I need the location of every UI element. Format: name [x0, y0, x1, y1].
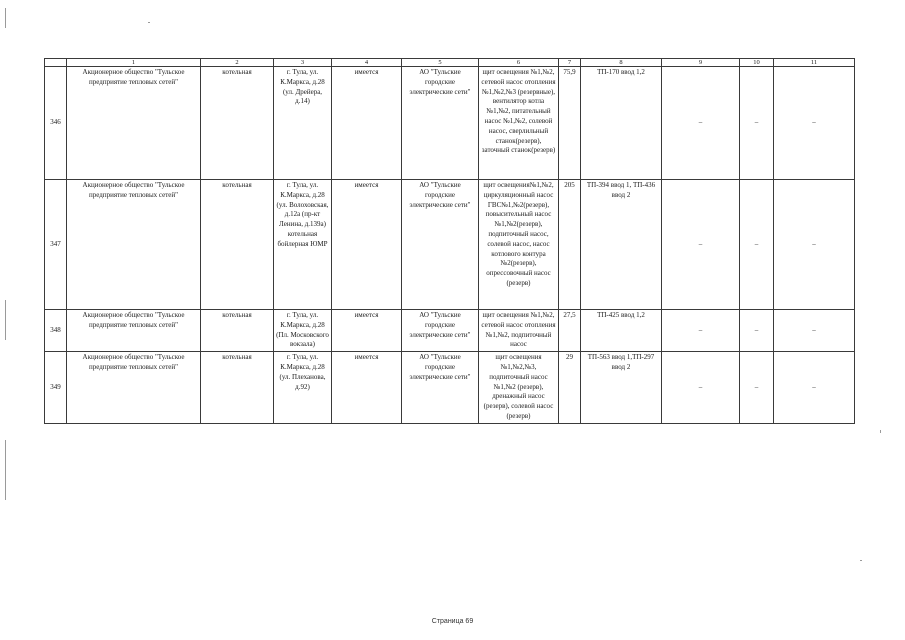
- substation-cell: ТП-563 ввод 1,ТП-297 ввод 2: [581, 352, 662, 424]
- substation-cell: ТП-394 ввод 1, ТП-436 ввод 2: [581, 180, 662, 310]
- col10-cell: –: [740, 67, 774, 180]
- table-row: [45, 180, 855, 310]
- status-cell: имеется: [332, 310, 402, 352]
- substation-cell: ТП-170 ввод 1,2: [581, 67, 662, 180]
- registry-table: [44, 58, 855, 424]
- equipment-cell: щит освещения №1,№2, сетевой насос отопления №1,№2, подпиточный насос: [479, 310, 559, 352]
- network-cell: АО "Тульские городские электрические сети": [402, 352, 479, 424]
- scan-artifact: [5, 440, 6, 500]
- column-number-cell: 3: [274, 59, 332, 67]
- address-cell: г. Тула, ул. К.Маркса, д.28 (Пл. Московского вокзала): [274, 310, 332, 352]
- col10-cell: –: [740, 180, 774, 310]
- col10-cell: –: [740, 352, 774, 424]
- column-number-cell: 10: [740, 59, 774, 67]
- object-type-cell: котельная: [201, 310, 274, 352]
- column-number-cell: 9: [662, 59, 740, 67]
- network-cell: АО "Тульские городские электрические сети": [402, 67, 479, 180]
- object-type-cell: котельная: [201, 180, 274, 310]
- status-cell: имеется: [332, 67, 402, 180]
- equipment-cell: щит освещения №1,№2,№3, подпиточный насос №1,№2 (резерв), дренажный насос (резерв), солевой насос (резерв): [479, 352, 559, 424]
- owner-cell: Акционерное общество "Тульское предприятие тепловых сетей": [67, 67, 201, 180]
- column-number-cell: 11: [774, 59, 855, 67]
- power-cell: 205: [559, 180, 581, 310]
- column-number-cell: 6: [479, 59, 559, 67]
- power-cell: 27,5: [559, 310, 581, 352]
- table-row: [45, 310, 855, 352]
- owner-cell: Акционерное общество "Тульское предприятие тепловых сетей": [67, 310, 201, 352]
- network-cell: АО "Тульские городские электрические сети": [402, 310, 479, 352]
- col9-cell: –: [662, 67, 740, 180]
- col9-cell: –: [662, 180, 740, 310]
- address-cell: г. Тула, ул. К.Маркса, д.28 (ул. Дрейера, д.14): [274, 67, 332, 180]
- equipment-cell: щит освещения №1,№2, сетевой насос отопления №1,№2,№3 (резервные), вентилятор котла №1,№2, питательный насос №1,№2, солевой насос, сверлильный станок(резерв), заточный станок(резерв): [479, 67, 559, 180]
- power-cell: 75,9: [559, 67, 581, 180]
- address-cell: г. Тула, ул. К.Маркса, д.28 (ул. Плеханова, д.92): [274, 352, 332, 424]
- column-number-row: [45, 59, 855, 67]
- owner-cell: Акционерное общество "Тульское предприятие тепловых сетей": [67, 352, 201, 424]
- column-number-cell: 4: [332, 59, 402, 67]
- column-number-cell: 8: [581, 59, 662, 67]
- power-cell: 29: [559, 352, 581, 424]
- column-number-cell: 1: [67, 59, 201, 67]
- col10-cell: –: [740, 310, 774, 352]
- substation-cell: ТП-425 ввод 1,2: [581, 310, 662, 352]
- scan-artifact: [5, 300, 6, 340]
- col11-cell: –: [774, 180, 855, 310]
- scan-artifact: [880, 430, 881, 433]
- column-number-cell: 2: [201, 59, 274, 67]
- column-number-cell: 5: [402, 59, 479, 67]
- column-number-cell: [45, 59, 67, 67]
- row-index: 349: [45, 352, 67, 424]
- equipment-cell: щит освещения№1,№2, циркуляционный насос ГВС№1,№2(резерв), повысительный насос №1,№2(резерв), подпиточный насос, солевой насос, насос котлового контура №2(резерв), опрессовочный насос (резерв): [479, 180, 559, 310]
- col9-cell: –: [662, 310, 740, 352]
- col11-cell: –: [774, 310, 855, 352]
- row-index: 347: [45, 180, 67, 310]
- object-type-cell: котельная: [201, 67, 274, 180]
- owner-cell: Акционерное общество "Тульское предприятие тепловых сетей": [67, 180, 201, 310]
- table-row: [45, 352, 855, 424]
- row-index: 348: [45, 310, 67, 352]
- status-cell: имеется: [332, 180, 402, 310]
- scan-artifact: [148, 22, 150, 23]
- col11-cell: –: [774, 352, 855, 424]
- column-number-cell: 7: [559, 59, 581, 67]
- network-cell: АО "Тульские городские электрические сети": [402, 180, 479, 310]
- col11-cell: –: [774, 67, 855, 180]
- col9-cell: –: [662, 352, 740, 424]
- row-index: 346: [45, 67, 67, 180]
- table-row: [45, 67, 855, 180]
- status-cell: имеется: [332, 352, 402, 424]
- scan-artifact: [860, 560, 862, 561]
- address-cell: г. Тула, ул. К.Маркса, д.28 (ул. Волоховская, д.12а (пр-кт Ленина, д.139а) котельная бойлерная ЮМР: [274, 180, 332, 310]
- object-type-cell: котельная: [201, 352, 274, 424]
- page-number-footer: Страница 69: [431, 618, 474, 625]
- scan-artifact: [5, 8, 6, 28]
